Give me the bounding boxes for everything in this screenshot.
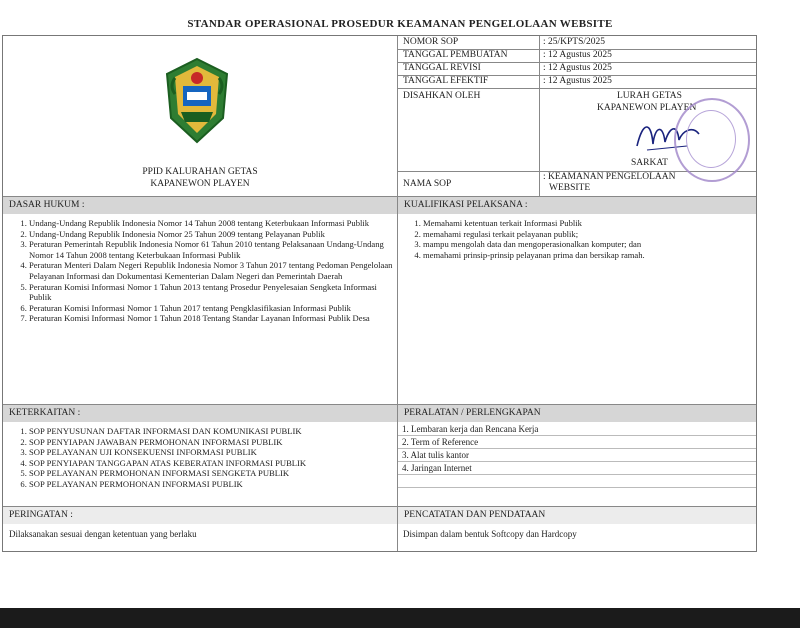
list-item: 2. SOP PENYIAPAN JAWABAN PERMOHONAN INFORMASI PUBLIK — [29, 437, 393, 448]
meta-label-revisi: TANGGAL REVISI — [403, 63, 481, 73]
list-item: 3. SOP PELAYANAN UJI KONSEKUENSI INFORMASI PUBLIK — [29, 447, 393, 458]
meta-value-pembuatan: : 12 Agustus 2025 — [543, 50, 612, 60]
list-item: 7. Peraturan Komisi Informasi Nomor 1 Tahun 2018 Tentang Standar Layanan Informasi Publik Desa — [29, 313, 393, 324]
regency-logo — [161, 56, 233, 146]
table-row: 3. Alat tulis kantor — [398, 449, 756, 462]
list-item: 6. Peraturan Komisi Informasi Nomor 1 Tahun 2017 tentang Pengklasifikasian Informasi Publik — [29, 303, 393, 314]
divider — [397, 88, 756, 89]
signer-title-2: KAPANEWON PLAYEN — [597, 103, 697, 113]
nama-sop-value-line-1: : KEAMANAN PENGELOLAAN — [543, 172, 676, 182]
divider — [539, 36, 540, 196]
signer-title-1: LURAH GETAS — [617, 91, 682, 101]
list-item: 4. memahami prinsip-prinsip pelayanan prima dan bersikap ramah. — [423, 250, 751, 261]
document-title: STANDAR OPERASIONAL PROSEDUR KEAMANAN PENGELOLAAN WEBSITE — [187, 18, 613, 30]
list-item: 6. SOP PELAYANAN PERMOHONAN INFORMASI PUBLIK — [29, 479, 393, 490]
list-item: 1. SOP PENYUSUNAN DAFTAR INFORMASI DAN KOMUNIKASI PUBLIK — [29, 426, 393, 437]
meta-label-pembuatan: TANGGAL PEMBUATAN — [403, 50, 508, 60]
list-item: 3. mampu mengolah data dan mengoperasionalkan komputer; dan — [423, 239, 751, 250]
list-item: 1. Undang-Undang Republik Indonesia Nomor 14 Tahun 2008 tentang Keterbukaan Informasi Publik — [29, 218, 393, 229]
meta-label-efektif: TANGGAL EFEKTIF — [403, 76, 489, 86]
list-item: 1. Memahami ketentuan terkait Informasi Publik — [423, 218, 751, 229]
bottom-dark-strip — [0, 608, 800, 628]
peralatan-rows — [398, 423, 756, 500]
peringatan-header: PERINGATAN : — [3, 507, 397, 524]
pencatatan-text: Disimpan dalam bentuk Softcopy dan Hardcopy — [403, 529, 577, 539]
meta-label-nomor: NOMOR SOP — [403, 37, 459, 47]
institution-line-2: KAPANEWON PLAYEN — [150, 179, 250, 189]
disahkan-label: DISAHKAN OLEH — [403, 91, 481, 101]
kualifikasi-header: KUALIFIKASI PELAKSANA : — [398, 197, 756, 214]
table-row — [398, 475, 756, 488]
sop-table — [2, 35, 757, 552]
list-item: 5. Peraturan Komisi Informasi Nomor 1 Tahun 2013 tentang Prosedur Penyelesaian Sengketa Informasi Publik — [29, 282, 393, 303]
keterkaitan-list — [7, 426, 393, 490]
list-item: 4. SOP PENYIAPAN TANGGAPAN ATAS KEBERATAN INFORMASI PUBLIK — [29, 458, 393, 469]
kualifikasi-list — [401, 218, 751, 260]
institution-name — [3, 166, 397, 190]
meta-value-efektif: : 12 Agustus 2025 — [543, 76, 612, 86]
dasar-hukum-header: DASAR HUKUM : — [3, 197, 397, 214]
meta-value-revisi: : 12 Agustus 2025 — [543, 63, 612, 73]
nama-sop-label: NAMA SOP — [403, 179, 452, 189]
signer-name: SARKAT — [631, 158, 668, 168]
list-item: 3. Peraturan Pemerintah Republik Indonesia Nomor 61 Tahun 2010 tentang Pelaksanaan Undang-Undang Nomor 14 Tahun 2008 tentang Keterbukaan Informasi Publik — [29, 239, 393, 260]
list-item: 2. memahami regulasi terkait pelayanan publik; — [423, 229, 751, 240]
table-row: 4. Jaringan Internet — [398, 462, 756, 475]
table-row: 2. Term of Reference — [398, 436, 756, 449]
nama-sop-value-line-2: WEBSITE — [549, 183, 591, 193]
dasar-hukum-list — [7, 218, 393, 324]
official-stamp-inner — [686, 110, 736, 168]
table-row: 1. Lembaran kerja dan Rencana Kerja — [398, 423, 756, 436]
list-item: 5. SOP PELAYANAN PERMOHONAN INFORMASI SENGKETA PUBLIK — [29, 468, 393, 479]
peralatan-header: PERALATAN / PERLENGKAPAN — [398, 405, 756, 422]
meta-value-nomor: : 25/KPTS/2025 — [543, 37, 606, 47]
peringatan-text: Dilaksanakan sesuai dengan ketentuan yang berlaku — [9, 529, 197, 539]
table-row — [398, 488, 756, 500]
list-item: 4. Peraturan Menteri Dalam Negeri Republik Indonesia Nomor 3 Tahun 2017 tentang Pedoman Pengelolaan Pelayanan Informasi dan Dokumentasi Kementerian Dalam Negeri dan Pemerintah Daerah — [29, 260, 393, 281]
list-item: 2. Undang-Undang Republik Indonesia Nomor 25 Tahun 2009 tentang Pelayanan Publik — [29, 229, 393, 240]
nama-sop-value — [543, 172, 675, 194]
keterkaitan-header: KETERKAITAN : — [3, 405, 397, 422]
pencatatan-header: PENCATATAN DAN PENDATAAN — [398, 507, 756, 524]
institution-line-1: PPID KALURAHAN GETAS — [142, 167, 258, 177]
